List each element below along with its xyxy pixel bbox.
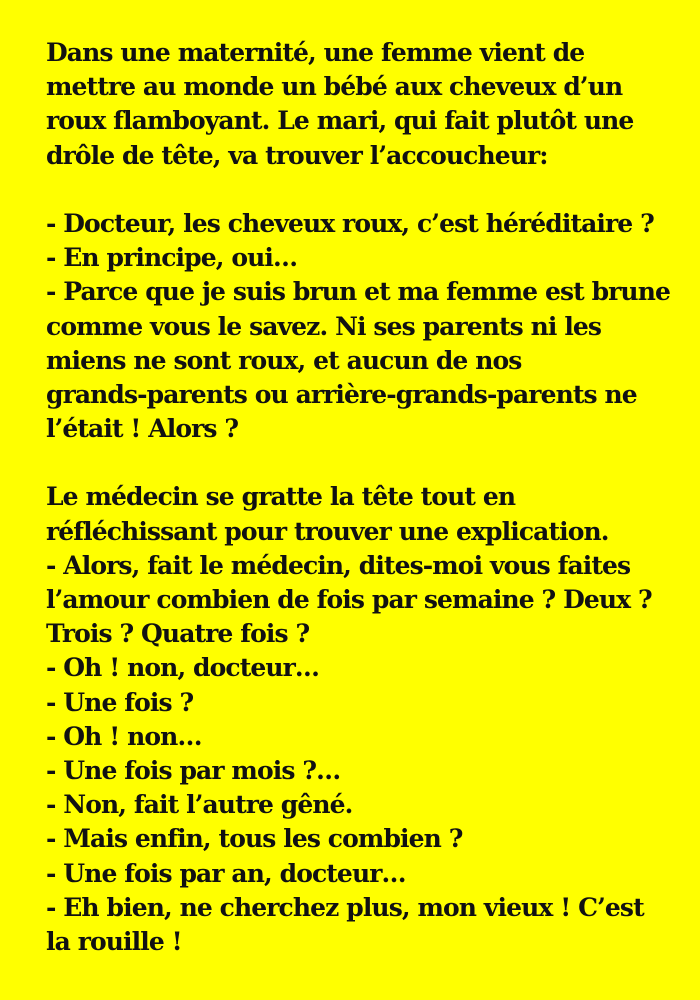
text-line: - Une fois par mois ?… bbox=[46, 755, 341, 785]
text-line: grands-parents ou arrière-grands-parents ne bbox=[46, 379, 637, 409]
text-line: l’était ! Alors ? bbox=[46, 414, 239, 444]
text-line: réfléchissant pour trouver une explication. bbox=[46, 516, 609, 546]
text-line: - Non, fait l’autre gêné. bbox=[46, 790, 353, 820]
text-line: - Oh ! non… bbox=[46, 721, 202, 751]
paragraph-dialogue-2 bbox=[46, 480, 666, 959]
text-line: comme vous le savez. Ni ses parents ni les bbox=[46, 311, 602, 341]
paragraph-dialogue-1 bbox=[46, 207, 670, 446]
text-line: - Eh bien, ne cherchez plus, mon vieux ! C’est bbox=[46, 892, 644, 922]
text-line: Le médecin se gratte la tête tout en bbox=[46, 482, 516, 512]
text-line: - Une fois ? bbox=[46, 687, 194, 717]
text-line: drôle de tête, va trouver l’accoucheur: bbox=[46, 140, 548, 170]
text-line: Trois ? Quatre fois ? bbox=[46, 619, 310, 649]
text-line: Dans une maternité, une femme vient de bbox=[46, 38, 585, 67]
paragraph-spacer bbox=[46, 446, 666, 480]
text-line: miens ne sont roux, et aucun de nos bbox=[46, 345, 522, 375]
text-line: - En principe, oui… bbox=[46, 243, 298, 273]
text-line: - Docteur, les cheveux roux, c’est héréditaire ? bbox=[46, 208, 654, 238]
text-line: l’amour combien de fois par semaine ? Deux ? bbox=[46, 585, 652, 614]
text-line: - Oh ! non, docteur… bbox=[46, 653, 320, 683]
text-line: roux flamboyant. Le mari, qui fait plutôt une bbox=[46, 106, 634, 136]
text-line: - Mais enfin, tous les combien ? bbox=[46, 824, 463, 854]
text-line: mettre au monde un bébé aux cheveux d’un bbox=[46, 72, 623, 102]
paragraph-intro bbox=[46, 36, 666, 173]
text-line: - Parce que je suis brun et ma femme est brune bbox=[46, 277, 670, 307]
text-line: la rouille ! bbox=[46, 926, 182, 956]
paragraph-spacer bbox=[46, 173, 666, 207]
text-line: - Une fois par an, docteur… bbox=[46, 858, 406, 888]
text-line: - Alors, fait le médecin, dites-moi vous faites bbox=[46, 550, 631, 580]
